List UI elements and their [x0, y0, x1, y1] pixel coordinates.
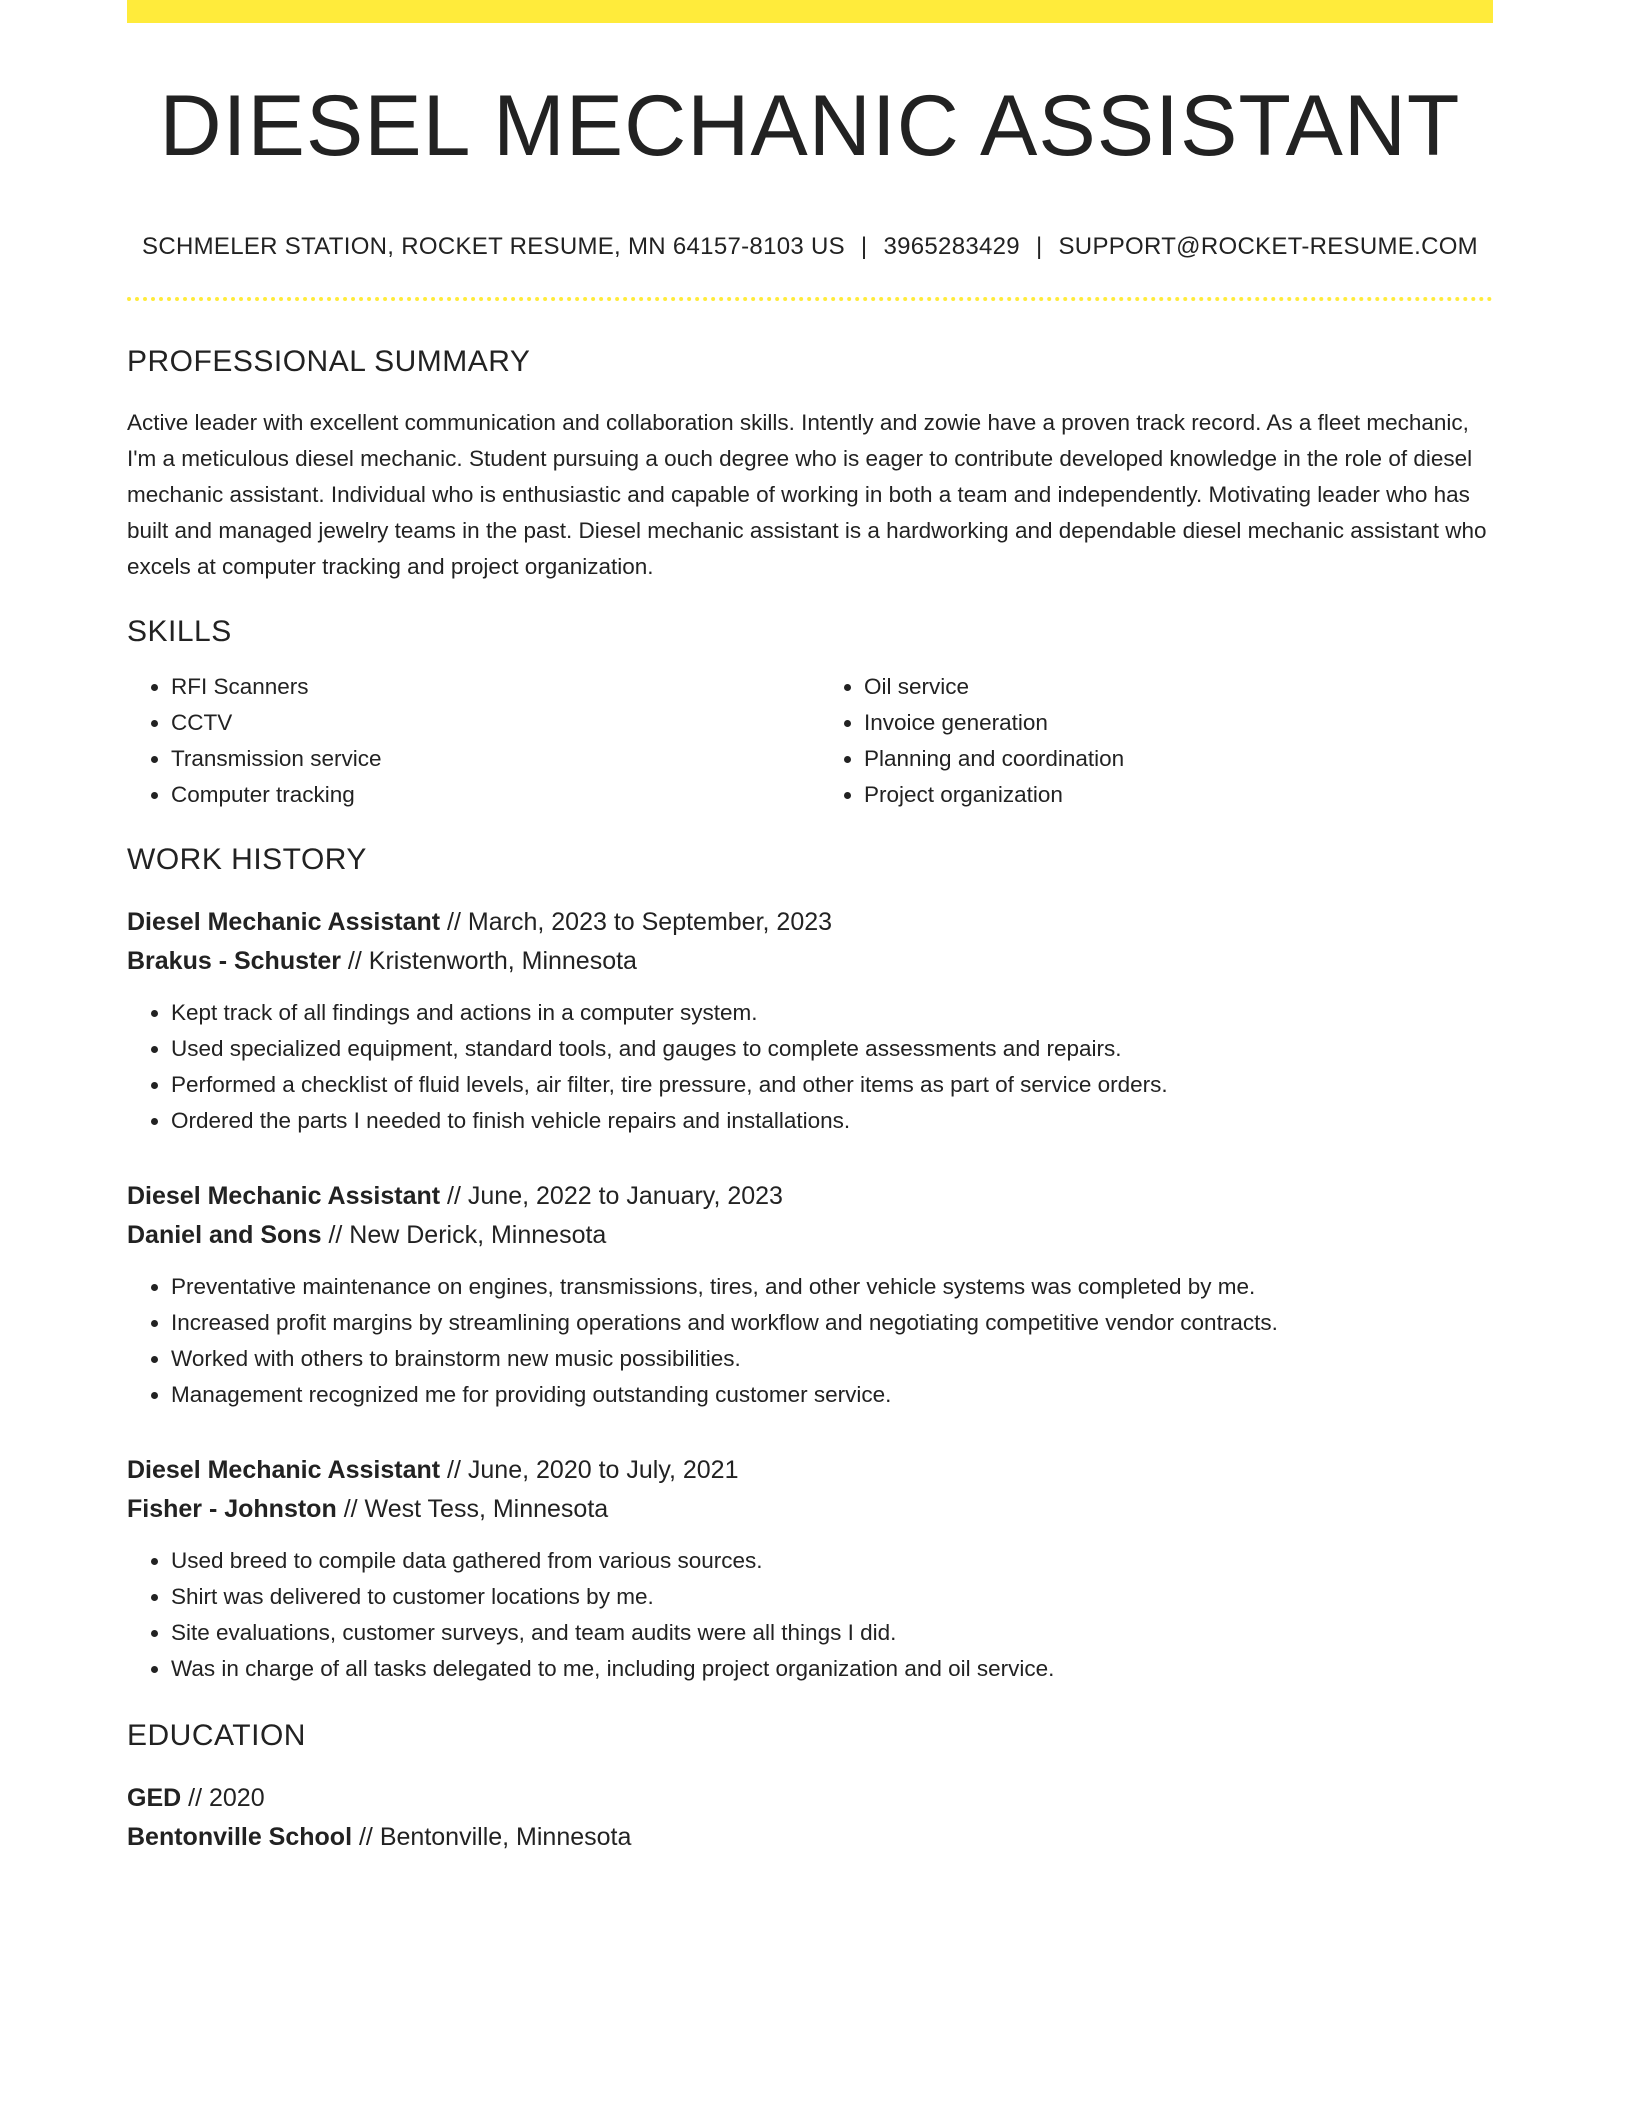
top-accent-bar [127, 0, 1493, 23]
skills-list [127, 669, 1493, 813]
job-separator: // [447, 1182, 461, 1210]
job-bullets [127, 995, 1493, 1139]
job-role: Diesel Mechanic Assistant [127, 908, 441, 936]
job-bullet: • Worked with others to brainstorm new music possibilities. [171, 1341, 1493, 1377]
education-school-line [127, 1818, 1493, 1857]
contact-separator: | [860, 233, 868, 260]
skill-item: • Project organization [864, 777, 1493, 813]
summary-heading: PROFESSIONAL SUMMARY [127, 345, 531, 378]
skill-item: • Computer tracking [171, 777, 800, 813]
contact-email: SUPPORT@ROCKET-RESUME.COM [1058, 233, 1478, 260]
job-separator: // [447, 1456, 461, 1484]
job-bullet: • Was in charge of all tasks delegated to me, including project organization and oil service. [171, 1651, 1493, 1687]
education-school: Bentonville School [127, 1823, 353, 1851]
job-bullet: • Preventative maintenance on engines, transmissions, tires, and other vehicle systems was completed by me. [171, 1269, 1493, 1305]
job-separator: // [447, 908, 461, 936]
job-bullet: • Used breed to compile data gathered from various sources. [171, 1543, 1493, 1579]
education-separator: // [358, 1823, 373, 1851]
job-bullet: • Shirt was delivered to customer locations by me. [171, 1579, 1493, 1615]
job-bullet: • Management recognized me for providing outstanding customer service. [171, 1377, 1493, 1413]
skill-item: • Planning and coordination [864, 741, 1493, 777]
job-entry [127, 1451, 1493, 1687]
job-bullet: • Used specialized equipment, standard tools, and gauges to complete assessments and repairs. [171, 1031, 1493, 1067]
job-location: West Tess, Minnesota [364, 1495, 609, 1523]
job-company-line [127, 942, 1493, 981]
job-role: Diesel Mechanic Assistant [127, 1182, 441, 1210]
job-dates: March, 2023 to September, 2023 [467, 908, 833, 936]
education-heading: EDUCATION [127, 1719, 306, 1752]
summary-text: Active leader with excellent communication and collaboration skills. Intently and zowie have a proven track record. As a fleet mechanic, I'm a meticulous diesel mechanic. Student pursuing a ouch degree who is eager to contribute developed knowledge in the role of diesel mechanic assistant. Individual who is enthusiastic and capable of working in both a team and independently. Motivating leader who has built and managed jewelry teams in the past. Diesel mechanic assistant is a hardworking and dependable diesel mechanic assistant who excels at computer tracking and project organization. [127, 410, 1487, 579]
job-separator: // [347, 947, 362, 975]
job-role: Diesel Mechanic Assistant [127, 1456, 441, 1484]
job-title-line [127, 1177, 1493, 1216]
job-location: New Derick, Minnesota [349, 1221, 607, 1249]
education-entry [127, 1779, 1493, 1857]
job-entry [127, 1177, 1493, 1413]
job-company: Daniel and Sons [127, 1221, 322, 1249]
job-dates: June, 2020 to July, 2021 [467, 1456, 739, 1484]
skill-item: • RFI Scanners [171, 669, 800, 705]
job-title-line [127, 903, 1493, 942]
job-company-line [127, 1490, 1493, 1529]
job-bullet: • Performed a checklist of fluid levels, air filter, tire pressure, and other items as part of service orders. [171, 1067, 1493, 1103]
job-bullets [127, 1269, 1493, 1413]
job-company: Fisher - Johnston [127, 1495, 337, 1523]
skill-item: • Oil service [864, 669, 1493, 705]
job-dates: June, 2022 to January, 2023 [467, 1182, 783, 1210]
contact-line [127, 233, 1493, 261]
skills-column-left [127, 669, 800, 813]
education-degree: GED [127, 1784, 182, 1812]
resume-page [127, 0, 1493, 1857]
contact-phone: 3965283429 [883, 233, 1020, 260]
skills-column-right [820, 669, 1493, 813]
job-bullet: • Kept track of all findings and actions in a computer system. [171, 995, 1493, 1031]
education-degree-line [127, 1779, 1493, 1818]
job-bullets [127, 1543, 1493, 1687]
job-location: Kristenworth, Minnesota [368, 947, 637, 975]
education-year: 2020 [209, 1784, 265, 1812]
skill-item: • Invoice generation [864, 705, 1493, 741]
job-bullet: • Ordered the parts I needed to finish vehicle repairs and installations. [171, 1103, 1493, 1139]
work-history-heading: WORK HISTORY [127, 843, 367, 876]
job-company: Brakus - Schuster [127, 947, 341, 975]
skill-item: • Transmission service [171, 741, 800, 777]
contact-separator: | [1035, 233, 1043, 260]
job-bullet: • Site evaluations, customer surveys, and team audits were all things I did. [171, 1615, 1493, 1651]
contact-address: SCHMELER STATION, ROCKET RESUME, MN 64157-8103 US [142, 233, 845, 260]
education-separator: // [188, 1784, 203, 1812]
candidate-name: DIESEL MECHANIC ASSISTANT [159, 78, 1461, 174]
skills-heading: SKILLS [127, 615, 232, 648]
job-separator: // [328, 1221, 343, 1249]
job-separator: // [343, 1495, 358, 1523]
job-company-line [127, 1216, 1493, 1255]
header-divider [127, 297, 1493, 301]
job-entry [127, 903, 1493, 1139]
job-bullet: • Increased profit margins by streamlining operations and workflow and negotiating competitive vendor contracts. [171, 1305, 1493, 1341]
skill-item: • CCTV [171, 705, 800, 741]
education-location: Bentonville, Minnesota [379, 1823, 632, 1851]
job-title-line [127, 1451, 1493, 1490]
